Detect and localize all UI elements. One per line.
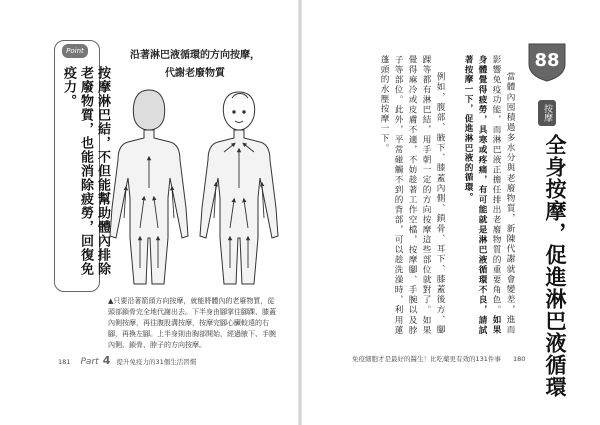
book-gutter: [298, 0, 302, 425]
left-footer: [58, 354, 196, 367]
headline: 全身按摩，促進淋巴液循環: [543, 134, 567, 398]
right-page-number: 180: [513, 355, 526, 363]
caption-line-1: 沿著淋巴液循環的方向按摩，: [130, 50, 260, 61]
body-text: [333, 55, 517, 335]
caption-line-2: 代謝老廢物質: [165, 68, 225, 79]
number-badge: [525, 42, 569, 82]
book-title: 免疫細胞才是最好的醫生！比吃藥更有效的131件事: [352, 355, 501, 363]
illustration-note: ▲只要沿著箭頭方向按摩，就能將體內的老廢物質，從頭部鎖骨完全地代謝出去。下半身由腳掌往腳踝、膝蓋內側按摩，再往腹股溝按摩，按摩完腳心臟較遠的右腳，再換左腳。上半身則由胸部開始，經過腋下、手腕內側、鎖骨、脖子的方向按摩。: [108, 297, 276, 349]
point-text: 按摩淋巴結，不但能幫助體內排除老廢物質，也能消除疲勞，回復免疫力。: [61, 66, 110, 276]
paragraph-2: [377, 55, 447, 335]
part-title: 提升免疫力的31個生活習慣: [116, 358, 197, 366]
category-tag: 按摩: [538, 100, 556, 126]
lymph-massage-illustration: [104, 88, 284, 288]
left-page-number: 181: [58, 358, 71, 366]
item-number: 88: [534, 50, 560, 71]
paragraph-1-plain: 當體內囤積過多水分與老廢物質，新陳代謝就會變差，進而影響免疫功能，而淋巴液正擔任排出老廢物質的重要角色。: [491, 55, 515, 335]
point-tag: Point: [62, 44, 88, 58]
paragraph-2-plain: 例如，腹部、腋下、膝蓋內側、鎖骨、耳下、膝蓋後方、腳踝等都有淋巴結，用手朝一定的方向按摩這些部位就對了。如果覺得麻冷或皮膚不適，不妨趁著工作空檔，按摩腳、手腕以及脖子等部位。此外，平常碰觸不到的背部，可以趁洗澡時，利用蓮蓬頭的水壓按摩一下。: [379, 55, 445, 335]
right-footer: [352, 354, 525, 363]
illustration-caption: [110, 47, 280, 83]
part-label: Part: [80, 357, 99, 367]
part-number: 4: [102, 354, 111, 367]
paragraph-1-bold: 如果身體覺得疲勞，具寒或疼痛，有可能就是淋巴液循環不良，請試著按摩一下，促進淋巴液的循環。: [463, 55, 501, 335]
paragraph-1: [461, 55, 517, 335]
